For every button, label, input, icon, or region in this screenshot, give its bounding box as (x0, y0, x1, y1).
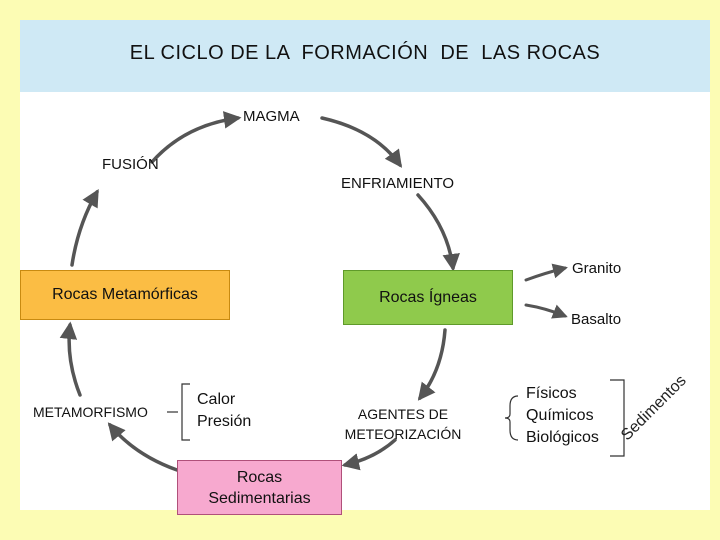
magma-label: MAGMA (243, 108, 300, 125)
metamorfismo-factors (197, 389, 251, 433)
enfriamiento-label: ENFRIAMIENTO (341, 175, 455, 192)
arrow-enfriamiento-igneas (418, 195, 453, 268)
arrow-fusion-magma (152, 118, 238, 162)
factor-presion: Presión (197, 413, 252, 430)
rocas-metamorficas-label: Rocas Metamórficas (52, 286, 198, 303)
arrow-metamorfismo-metamorficas (69, 325, 80, 395)
bracket-tipos-right (610, 380, 624, 456)
agentes-meteorizacion-label: AGENTES DE METEORIZACIÓN (344, 406, 462, 442)
factor-calor: Calor (197, 391, 236, 408)
arrow-magma-enfriamiento (322, 118, 400, 165)
basalto-label: Basalto (571, 311, 622, 328)
sedimentos-label: Sedimentos (618, 372, 690, 445)
brace-meteorizacion (505, 396, 518, 440)
rocas-sedimentarias-box (177, 460, 342, 515)
bracket-meta (182, 384, 190, 440)
type-biologicos: Biológicos (526, 429, 599, 446)
arrow-to-basalto (526, 305, 565, 316)
arrow-metamorficas-fusion (72, 192, 97, 265)
granito-label: Granito (572, 260, 622, 277)
type-fisicos: Físicos (526, 385, 577, 402)
rocas-igneas-label: Rocas Ígneas (379, 288, 477, 306)
meteorizacion-types (526, 383, 599, 449)
fusion-label: FUSIÓN (102, 156, 159, 173)
arrow-igneas-agentes (420, 330, 445, 398)
arrow-to-granito (526, 268, 565, 280)
rocas-igneas-box (343, 270, 513, 325)
rocas-sedimentarias-label: Rocas Sedimentarias (208, 468, 311, 507)
rocas-metamorficas-box (20, 270, 230, 320)
metamorfismo-label: METAMORFISMO (33, 404, 148, 420)
arrow-sedimentarias-metamorfismo (110, 425, 177, 470)
type-quimicos: Químicos (526, 407, 594, 424)
page-title: EL CICLO DE LA FORMACIÓN DE LAS ROCAS (129, 42, 601, 64)
